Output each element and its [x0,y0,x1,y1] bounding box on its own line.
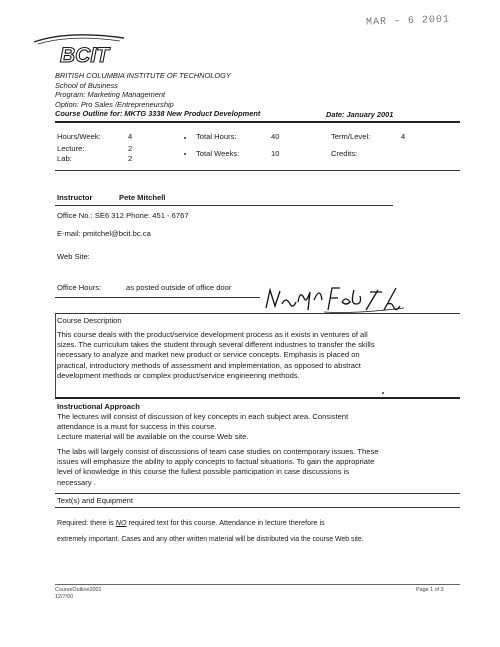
footer-left [55,587,101,601]
section-box-edge [55,313,56,397]
bullet-dot [184,137,186,139]
instructor-name: Pete Mitchell [119,193,166,202]
instructional-approach-heading: Instructional Approach [57,402,140,411]
program-name: Program: Marketing Management [55,90,166,100]
option-name: Option: Pro Sales /Entrepreneurship [55,99,174,109]
course-description-heading: Course Description [57,316,122,325]
course-description-body: This course deals with the product/service development process as it exists in ventures of all sizes. The curriculum takes the student through several different industries to transfer the skills necessary to analyze and market new product or service concepts. Emphasis is placed on practical, introductory methods of assessment and implementation, as opposed to abstract development methods or complex product/service engineering methods. [57,330,375,380]
bcit-logo [28,28,138,72]
section-rule [55,170,460,171]
hours-week-value: 4 [128,132,133,141]
term-level-label: Term/Level: [331,132,371,141]
lecture-value: 2 [128,144,133,153]
received-date-stamp: MAR - 6 2001 [365,14,451,29]
lecture-label: Lecture: [57,144,85,153]
outline-date: Date: January 2001 [326,110,394,119]
document-header [55,71,260,119]
instructor-email: E-mail: pmitchel@bcit.bc.ca [57,229,151,238]
lecture-approach-body: The lectures will consist of discussion of key concepts in each subject area. Consistent attendance is a must for success in this course. Lecture material will be available on the course Web site. [57,412,349,442]
total-hours-value: 40 [271,132,280,141]
lab-value: 2 [128,154,133,163]
office-hours-underline [55,297,260,298]
texts-equipment-heading: Text(s) and Equipment [57,496,133,505]
lab-approach-body: The labs will largely consist of discussions of team case studies on contemporary issues. These issues will emphasize the ability to apply concepts to factual situations. To gain the appropriate level of knowledge in this course the fullest possible participation in case discussions is necessary . [57,447,379,487]
required-text-line: Required: there is NO required text for this course. Attendance in lecture therefore is [57,518,325,527]
header-rule [55,121,460,123]
website-label: Web Site: [57,252,90,261]
page-number: Page 1 of 3 [416,587,444,593]
instructor-underline [55,205,393,206]
institute-name: BRITISH COLUMBIA INSTITUTE OF TECHNOLOGY [55,71,231,80]
hours-week-label: Hours/Week: [57,132,101,141]
required-text-line-2: extremely important. Cases and any other written material will be distributed via the course Web site. [57,536,364,543]
no-emphasis: NO [115,518,127,527]
course-outline-title: Course Outline for: MKTG 3338 New Product Development [55,109,261,119]
handwritten-signature [262,282,412,316]
bullet-dot [184,153,186,155]
section-rule [55,313,460,314]
term-level-value: 4 [401,132,406,141]
footer-rule [55,584,460,585]
school-name: School of Business [55,80,118,90]
office-hours-label: Office Hours: [57,283,102,292]
total-hours-label: Total Hours: [196,132,237,141]
total-weeks-label: Total Weeks: [196,149,240,158]
footer-file-name: CourseOutline2001 [55,587,102,593]
office-hours-value: as posted outside of office door [126,283,232,292]
logo-text: BCIT [60,44,109,67]
lab-label: Lab: [57,154,72,163]
instructor-label: Instructor [57,193,93,202]
section-rule [55,397,460,399]
credits-label: Credits: [331,149,358,158]
section-rule [55,493,460,494]
stray-mark [382,392,384,394]
texts-underline [55,507,460,508]
office-phone: Office No.: SE6 312 Phone: 451 - 6767 [57,211,189,220]
total-weeks-value: 10 [271,149,280,158]
footer-file-date: 12/7/00 [55,594,73,600]
